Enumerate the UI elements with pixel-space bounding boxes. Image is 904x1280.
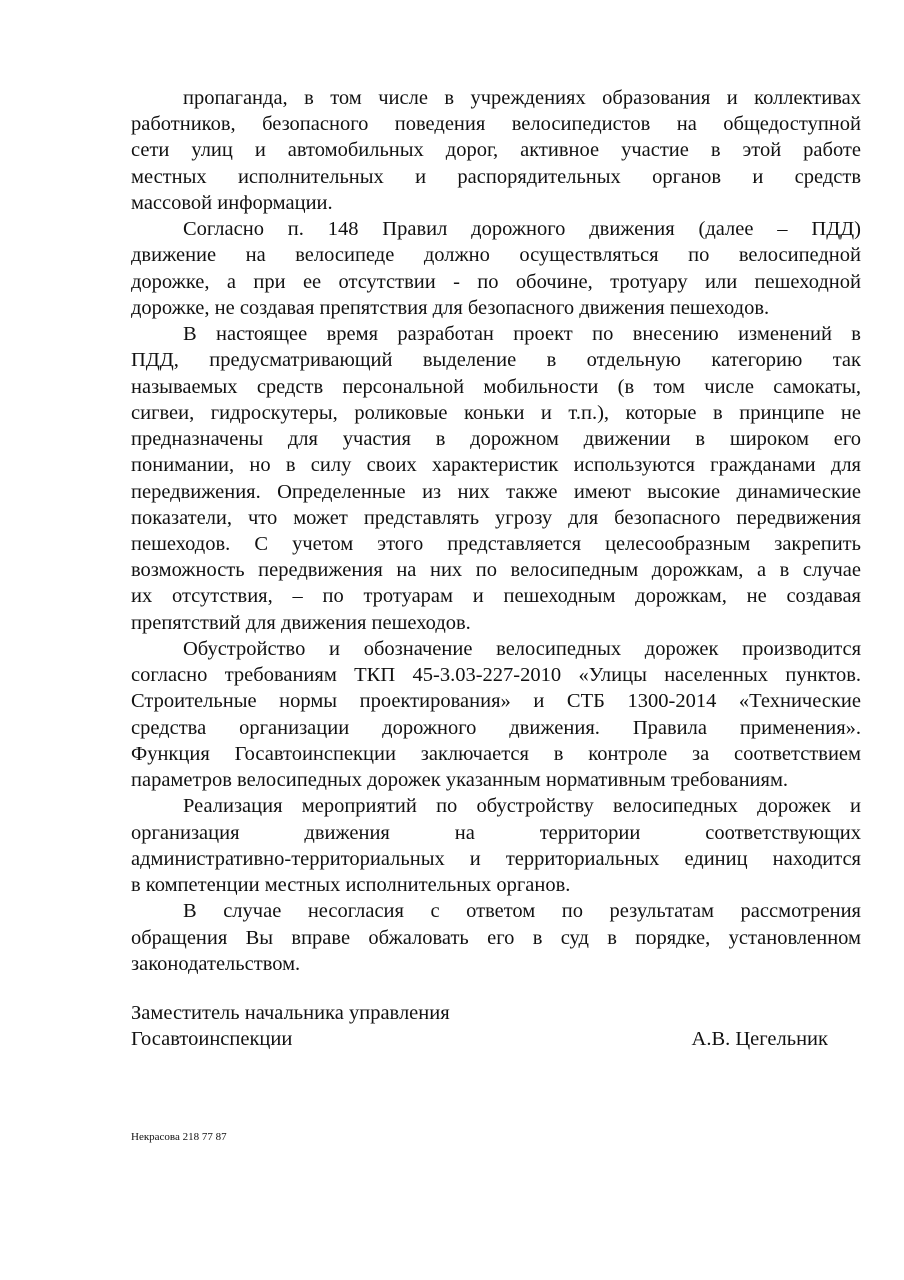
text-line: Согласно п. 148 Правил дорожного движения (далее – ПДД) — [183, 218, 861, 241]
signer-name: А.В. Цегельник — [691, 1028, 828, 1050]
text-line: организация движения на территории соответствующих — [131, 821, 861, 844]
text-line: законодательством. — [131, 952, 301, 975]
text-line: в компетенции местных исполнительных органов. — [131, 874, 571, 897]
letter-body — [131, 85, 861, 977]
text-line: работников, безопасного поведения велосипедистов на общедоступной — [131, 113, 861, 136]
text-line: В настоящее время разработан проект по внесению изменений в — [183, 323, 861, 346]
signer-position-line1: Заместитель начальника управления — [131, 1002, 450, 1024]
text-line: согласно требованиям ТКП 45-3.03-227-2010 «Улицы населенных пунктов. — [131, 664, 861, 687]
text-line: Реализация мероприятий по обустройству велосипедных дорожек и — [183, 795, 861, 818]
paragraph — [131, 793, 861, 898]
text-line: передвижения. Определенные из них также имеют высокие динамические — [131, 480, 861, 503]
paragraph — [131, 898, 861, 977]
text-line: препятствий для движения пешеходов. — [131, 611, 471, 634]
paragraph — [131, 321, 861, 636]
text-line: понимании, но в силу своих характеристик используются гражданами для — [131, 454, 861, 477]
text-line: Строительные нормы проектирования» и СТБ 1300-2014 «Технические — [131, 690, 861, 713]
text-line: обращения Вы вправе обжаловать его в суд в порядке, установленном — [131, 926, 861, 949]
text-line: дорожке, не создавая препятствия для безопасного движения пешеходов. — [131, 296, 770, 319]
text-line: дорожке, а при ее отсутствии - по обочине, тротуару или пешеходной — [131, 270, 861, 293]
signer-position-line2: Госавтоинспекции — [131, 1028, 293, 1050]
signature-block — [131, 1000, 828, 1052]
text-line: движение на велосипеде должно осуществляться по велосипедной — [131, 244, 861, 267]
text-line: Функция Госавтоинспекции заключается в контроле за соответствием — [131, 742, 861, 765]
text-line: сигвеи, гидроскутеры, роликовые коньки и т.п.), которые в принципе не — [131, 401, 861, 424]
text-line: параметров велосипедных дорожек указанным нормативным требованиям. — [131, 769, 789, 792]
text-line: их отсутствия, – по тротуарам и пешеходным дорожкам, не создавая — [131, 585, 861, 608]
text-line: сети улиц и автомобильных дорог, активное участие в этой работе — [131, 139, 861, 162]
text-line: предназначены для участия в дорожном движении в широком его — [131, 428, 861, 451]
paragraph — [131, 216, 861, 321]
text-line: Обустройство и обозначение велосипедных дорожек производится — [183, 637, 861, 660]
text-line: массовой информации. — [131, 191, 333, 214]
text-line: возможность передвижения на них по велосипедным дорожкам, а в случае — [131, 559, 861, 582]
text-line: местных исполнительных и распорядительных органов и средств — [131, 165, 861, 188]
text-line: административно-территориальных и территориальных единиц находится — [131, 847, 861, 870]
text-line: В случае несогласия с ответом по результатам рассмотрения — [183, 900, 861, 923]
paragraph — [131, 85, 861, 216]
paragraph — [131, 636, 861, 793]
text-line: называемых средств персональной мобильности (в том числе самокаты, — [131, 375, 861, 398]
executor-contact: Некрасова 218 77 87 — [131, 1131, 227, 1143]
text-line: пешеходов. С учетом этого представляется целесообразным закрепить — [131, 532, 861, 555]
text-line: пропаганда, в том числе в учреждениях образования и коллективах — [183, 87, 861, 109]
text-line: показатели, что может представлять угрозу для безопасного передвижения — [131, 506, 861, 529]
text-line: ПДД, предусматривающий выделение в отдельную категорию так — [131, 349, 861, 372]
text-line: средства организации дорожного движения. Правила применения». — [131, 716, 861, 739]
